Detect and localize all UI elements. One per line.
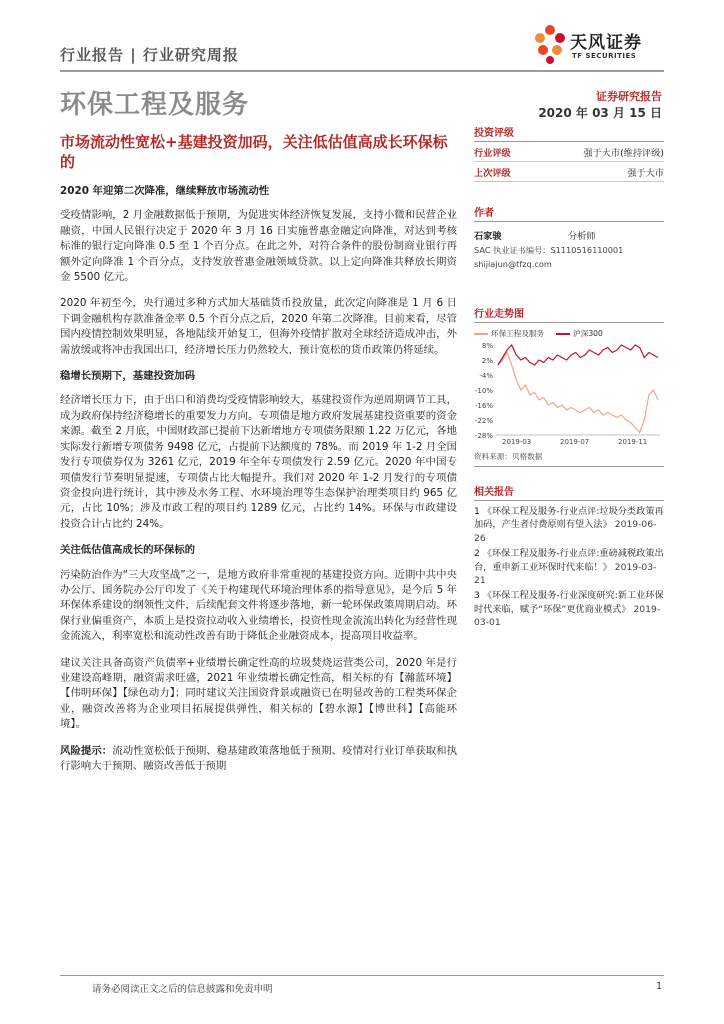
section-heading: 2020 年迎第二次降准，继续释放市场流动性 — [60, 185, 270, 197]
section-heading: 稳增长预期下，基建投资加码 — [60, 370, 196, 383]
related-item[interactable] — [474, 547, 664, 587]
related-item[interactable] — [474, 505, 664, 545]
risk-text: 流动性宽松低于预期、稳基建政策落地低于预期、疫情对行业订单获取和执行影响大于预期、融资改善低于预期 — [60, 744, 458, 772]
related-item[interactable] — [474, 589, 664, 629]
risk-label: 风险提示： — [60, 744, 113, 757]
y-tick-label: 8% — [481, 342, 493, 350]
series-line-0 — [498, 353, 658, 433]
legend-item-industry — [474, 328, 544, 339]
author-name: 石家骏 — [474, 231, 502, 242]
author-title: 作者 — [474, 204, 664, 222]
rating-value: 强于大市 — [627, 168, 664, 179]
main-body — [60, 184, 457, 785]
x-tick-label: 2019-03 — [502, 438, 532, 446]
legend-label: 沪深300 — [573, 329, 603, 338]
rating-row — [474, 162, 664, 182]
logo-flower-icon — [532, 22, 568, 66]
section-heading: 关注低估值高成长的环保标的 — [60, 544, 196, 557]
y-tick-label: -10% — [474, 387, 493, 395]
series-line-1 — [498, 345, 658, 365]
report-date: 2020 年 03 月 15 日 — [538, 106, 662, 120]
rating-value: 强于大市(维持评级) — [583, 148, 664, 159]
related-date: 2019-06-26 — [474, 519, 657, 544]
author-role: 分析师 — [568, 231, 596, 242]
rating-title: 投资评级 — [474, 124, 664, 142]
logo-text: 天风证券 — [570, 33, 642, 53]
risk-warning — [60, 744, 457, 775]
rating-key: 行业评级 — [474, 148, 511, 159]
author-sac: SAC 执业证书编号：S1110516110001 — [474, 245, 624, 255]
x-tick-label: 2019-11 — [618, 438, 648, 446]
related-text: 2 《环保工程及服务-行业点评:重磅减税政策出台，重申新工业环保时代来临！》 — [474, 548, 664, 573]
report-category: 行业报告 | 行业研究周报 — [60, 46, 239, 64]
paragraph: 污染防治作为“三大攻坚战”之一，是地方政府非常重视的基建投资方向。近期中共中央办公厅、国务院办公厅印发了《关于构建现代环境治理体系的指导意见》，是今后 5 年环保体系建设的纲领性文件，后续配套文件将逐步落地，新一轮环保政策周期启动。环保行业偏重资产，本质上是投资拉动收入业绩增长，投资性现金流流出转化为经营性现金流流入，利率宽松和流动性改善有助于降低企业融资成本，提高项目收益率。 — [60, 568, 457, 643]
report-title: 市场流动性宽松+基建投资加码，关注低估值高成长环保标的 — [60, 133, 448, 171]
related-text: 1 《环保工程及服务-行业点评:垃圾分类政策再加码，产生者付费原则有望入法》 — [474, 506, 664, 531]
paragraph: 经济增长压力下，由于出口和消费均受疫情影响较大，基建投资作为逆周期调节工具，成为政府保持经济稳增长的重要发力方向。专项债是地方政府发展基建投资重要的资金来源。截至 2 月底，中国财政部已提前下达新增地方专项债务限额 1.22 万亿元，各地实际发行新增专项债务 9498 亿元，占提前下达额度的 78%。而 2019 年 1-2 月全国发行专项债券仅为 3261 亿元，2019 年全年专项债发行 2.59 亿元。2020 年中国专项债发行节奏明显提速，专项债占比大幅提升。我们对 2020 年 1-2 月发行的专项债资金投向进行统计，其中涉及水务工程、水环境治理等生态保护治理类项目约 965 亿元，占比 10%；涉及市政工程的项目约 1289 亿元，占比约 14%。环保与市政建设投资合计占比约 24%。 — [60, 394, 457, 530]
paragraph: 受疫情影响，2 月金融数据低于预期，为促进实体经济恢复发展，支持小微和民营企业融资，中国人民银行决定于 2020 年 3 月 16 日实施普惠金融定向降准，对达到考核标准的银行定向降准 0.5 至 1 个百分点。在此之外，对符合条件的股份制商业银行再额外定向降准 1 个百分点，支持发放普惠金融领域贷款。以上定向降准共释放长期资金 5500 亿元。 — [60, 209, 457, 284]
y-tick-label: -16% — [474, 402, 493, 410]
y-tick-label: -4% — [479, 372, 493, 380]
rating-row — [474, 142, 664, 162]
header-divider — [60, 70, 664, 72]
paragraph: 2020 年初至今，央行通过多种方式加大基础货币投放量，此次定向降准是 1 月 6 日下调金融机构存款准备金率 0.5 个百分点之后，2020 年第二次降准。目前来看，尽管国内疫情控制效果明显，各地陆续开始复工，但海外疫情扩散对全球经济造成冲击，外需放缓或将冲击我国出口，经济增长压力仍然较大，预计宽松的货币政策仍将延续。 — [60, 297, 457, 356]
legend-swatch — [474, 333, 488, 335]
y-tick-label: -22% — [474, 417, 493, 425]
author-row — [474, 228, 664, 242]
legend-label: 环保工程及服务 — [491, 329, 545, 338]
related-title: 相关报告 — [474, 483, 664, 501]
paragraph: 建议关注具备高资产负债率+业绩增长确定性高的垃圾焚烧运营类公司，2020 年是行业建设高峰期，融资需求旺盛，2021 年业绩增长确定性高，相关标的有【瀚蓝环境】【伟明环保】【绿色动力】；同时建议关注国资背景或融资已在明显改善的工程类环保企业，融资改善将为企业项目拓展提供弹性，相关标的【碧水源】【博世科】【高能环境】。 — [60, 656, 457, 731]
related-date: 2019-03-01 — [474, 603, 661, 629]
legend-swatch — [556, 333, 570, 335]
trend-title: 行业走势图 — [474, 305, 664, 323]
trend-chart — [474, 341, 664, 449]
y-tick-label: -28% — [474, 432, 493, 440]
footer-disclaimer: 请务必阅读正文之后的信息披露和免责申明 — [92, 984, 273, 995]
rating-key: 上次评级 — [474, 168, 511, 179]
author-email[interactable]: shijiajun@tfzq.com — [474, 259, 552, 269]
x-tick-label: 2019-07 — [560, 438, 590, 446]
industry-title: 环保工程及服务 — [60, 90, 250, 120]
page-number: 1 — [655, 981, 662, 992]
chart-legend — [474, 328, 664, 339]
related-date: 2019-03-21 — [474, 561, 657, 587]
logo-english: TF SECURITIES — [572, 52, 637, 60]
legend-item-index — [556, 328, 603, 339]
related-text: 3 《环保工程及服务-行业深度研究:新工业环保时代来临，赋予“环保”更优商业模式》 — [474, 590, 664, 615]
y-tick-label: 2% — [481, 357, 493, 365]
footer-divider — [60, 975, 664, 976]
chart-source: 资料来源：贝格数据 — [474, 451, 664, 467]
report-type: 证券研究报告 — [596, 90, 662, 103]
related-list — [474, 505, 664, 630]
sidebar — [474, 124, 664, 632]
company-logo — [532, 22, 672, 68]
